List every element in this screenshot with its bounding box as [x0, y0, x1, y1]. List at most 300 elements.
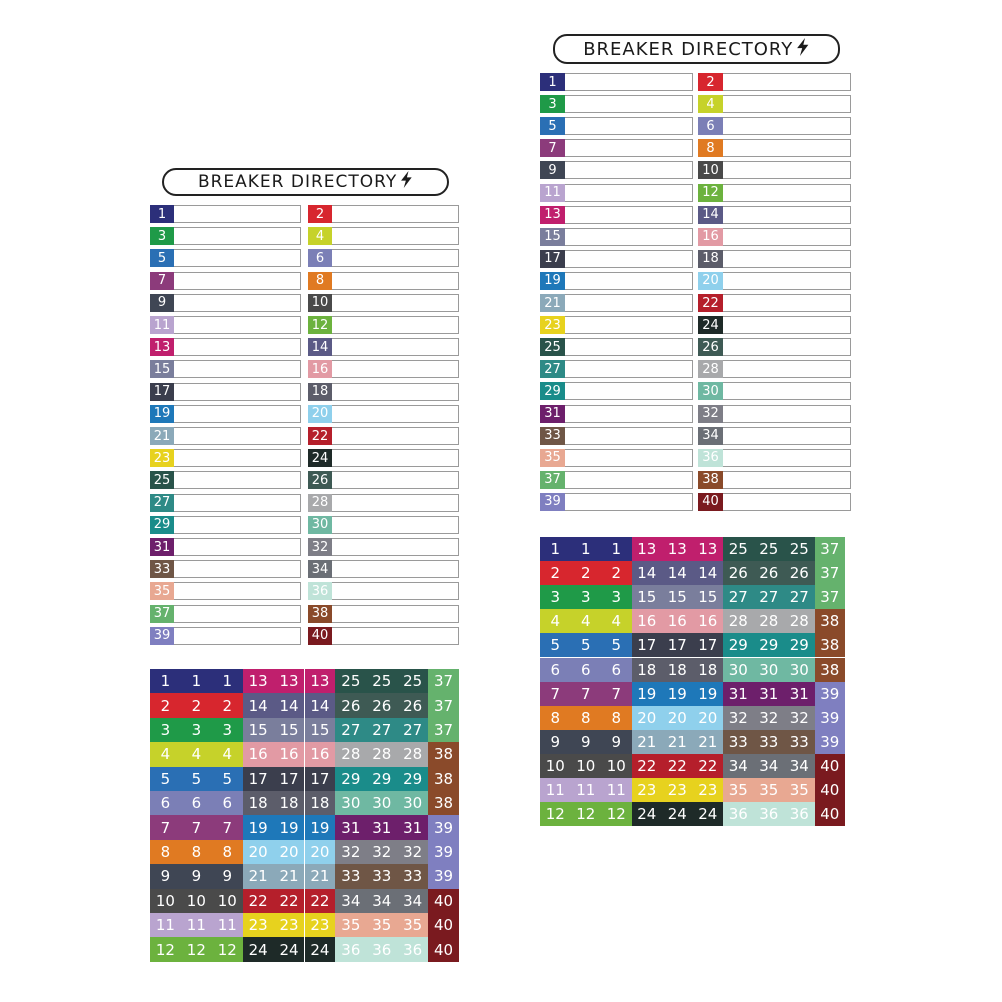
circuit-write-in-field[interactable] [723, 493, 851, 511]
sticker-33: 33 [723, 730, 754, 754]
directory-row-20 [308, 405, 459, 423]
sticker-11: 11 [181, 913, 212, 937]
directory-row-34 [698, 427, 851, 445]
directory-row-32 [308, 538, 459, 556]
circuit-number-label: 25 [150, 471, 174, 489]
sticker-27: 27 [366, 718, 397, 742]
sticker-11: 11 [601, 778, 632, 802]
circuit-write-in-field[interactable] [723, 117, 851, 135]
sticker-20: 20 [243, 840, 274, 864]
sticker-12: 12 [571, 802, 602, 826]
circuit-write-in-field[interactable] [174, 249, 301, 267]
sticker-33: 33 [784, 730, 815, 754]
sticker-37: 37 [428, 718, 459, 742]
circuit-write-in-field[interactable] [332, 560, 459, 578]
sticker-1: 1 [181, 669, 212, 693]
circuit-write-in-field[interactable] [332, 316, 459, 334]
directory-row-1 [540, 73, 693, 91]
sticker-31: 31 [784, 682, 815, 706]
sticker-27: 27 [335, 718, 366, 742]
sticker-39: 39 [428, 864, 459, 888]
circuit-number-label: 31 [540, 405, 565, 423]
directory-row-31 [150, 538, 301, 556]
circuit-number-label: 5 [540, 117, 565, 135]
circuit-write-in-field[interactable] [565, 471, 693, 489]
circuit-number-label: 32 [308, 538, 332, 556]
sticker-2: 2 [150, 693, 181, 717]
sticker-32: 32 [366, 840, 397, 864]
circuit-write-in-field[interactable] [565, 449, 693, 467]
sticker-27: 27 [754, 585, 785, 609]
directory-row-11 [540, 184, 693, 202]
sticker-25: 25 [397, 669, 428, 693]
circuit-write-in-field[interactable] [174, 516, 301, 534]
circuit-write-in-field[interactable] [174, 560, 301, 578]
sticker-9: 9 [571, 730, 602, 754]
circuit-write-in-field[interactable] [723, 184, 851, 202]
sticker-6: 6 [150, 791, 181, 815]
sticker-5: 5 [212, 767, 243, 791]
sticker-5: 5 [181, 767, 212, 791]
circuit-number-label: 38 [308, 605, 332, 623]
circuit-write-in-field[interactable] [332, 383, 459, 401]
sticker-28: 28 [366, 742, 397, 766]
circuit-write-in-field[interactable] [565, 184, 693, 202]
sticker-25: 25 [335, 669, 366, 693]
sticker-21: 21 [243, 864, 274, 888]
sticker-31: 31 [754, 682, 785, 706]
directory-row-25 [540, 338, 693, 356]
directory-row-16 [308, 360, 459, 378]
circuit-write-in-field[interactable] [723, 338, 851, 356]
sticker-16: 16 [243, 742, 274, 766]
directory-row-14 [308, 338, 459, 356]
circuit-write-in-field[interactable] [174, 338, 301, 356]
sticker-36: 36 [335, 937, 366, 961]
circuit-number-label: 24 [308, 449, 332, 467]
circuit-write-in-field[interactable] [565, 250, 693, 268]
sticker-12: 12 [181, 937, 212, 961]
directory-row-2 [698, 73, 851, 91]
circuit-write-in-field[interactable] [565, 294, 693, 312]
sticker-19: 19 [693, 682, 724, 706]
sticker-34: 34 [397, 889, 428, 913]
circuit-write-in-field[interactable] [174, 272, 301, 290]
sticker-23: 23 [243, 913, 274, 937]
sticker-20: 20 [662, 706, 693, 730]
sticker-4: 4 [212, 742, 243, 766]
sticker-40: 40 [428, 889, 459, 913]
sticker-40: 40 [428, 937, 459, 961]
sticker-1: 1 [540, 537, 571, 561]
circuit-number-label: 9 [150, 294, 174, 312]
sticker-8: 8 [212, 840, 243, 864]
sticker-27: 27 [784, 585, 815, 609]
sticker-27: 27 [397, 718, 428, 742]
circuit-write-in-field[interactable] [565, 272, 693, 290]
sticker-9: 9 [540, 730, 571, 754]
circuit-write-in-field[interactable] [332, 405, 459, 423]
sticker-19: 19 [305, 815, 336, 839]
sticker-1: 1 [150, 669, 181, 693]
sticker-30: 30 [784, 658, 815, 682]
circuit-write-in-field[interactable] [565, 117, 693, 135]
circuit-number-label: 35 [150, 582, 174, 600]
circuit-write-in-field[interactable] [332, 538, 459, 556]
sticker-23: 23 [693, 778, 724, 802]
directory-row-39 [150, 627, 301, 645]
circuit-write-in-field[interactable] [565, 316, 693, 334]
sticker-34: 34 [366, 889, 397, 913]
directory-row-7 [540, 139, 693, 157]
circuit-write-in-field[interactable] [174, 205, 301, 223]
sticker-19: 19 [632, 682, 663, 706]
sticker-23: 23 [662, 778, 693, 802]
sticker-15: 15 [305, 718, 336, 742]
circuit-number-label: 36 [308, 582, 332, 600]
sticker-31: 31 [397, 815, 428, 839]
directory-row-13 [540, 206, 693, 224]
sticker-35: 35 [784, 778, 815, 802]
circuit-write-in-field[interactable] [174, 494, 301, 512]
sticker-21: 21 [274, 864, 305, 888]
sticker-8: 8 [601, 706, 632, 730]
lightning-bolt-icon [400, 171, 413, 193]
circuit-write-in-field[interactable] [332, 205, 459, 223]
sticker-36: 36 [397, 937, 428, 961]
sticker-21: 21 [693, 730, 724, 754]
sticker-14: 14 [243, 693, 274, 717]
sticker-26: 26 [784, 561, 815, 585]
circuit-write-in-field[interactable] [565, 95, 693, 113]
sticker-9: 9 [181, 864, 212, 888]
circuit-write-in-field[interactable] [565, 139, 693, 157]
directory-row-28 [698, 360, 851, 378]
circuit-write-in-field[interactable] [174, 294, 301, 312]
sticker-32: 32 [784, 706, 815, 730]
sticker-22: 22 [243, 889, 274, 913]
sticker-24: 24 [243, 937, 274, 961]
circuit-number-label: 21 [150, 427, 174, 445]
directory-row-5 [150, 249, 301, 267]
sticker-21: 21 [305, 864, 336, 888]
sticker-32: 32 [335, 840, 366, 864]
circuit-number-label: 31 [150, 538, 174, 556]
sticker-35: 35 [335, 913, 366, 937]
sticker-30: 30 [397, 791, 428, 815]
sticker-3: 3 [601, 585, 632, 609]
circuit-write-in-field[interactable] [332, 627, 459, 645]
sticker-10: 10 [540, 754, 571, 778]
sticker-17: 17 [662, 633, 693, 657]
sticker-22: 22 [274, 889, 305, 913]
directory-row-3 [540, 95, 693, 113]
directory-row-29 [540, 382, 693, 400]
directory-row-4 [698, 95, 851, 113]
circuit-write-in-field[interactable] [332, 494, 459, 512]
directory-row-8 [308, 272, 459, 290]
directory-row-30 [308, 516, 459, 534]
circuit-write-in-field[interactable] [723, 316, 851, 334]
directory-row-38 [308, 605, 459, 623]
circuit-number-label: 10 [698, 161, 723, 179]
sticker-sheet-left [150, 669, 459, 962]
circuit-number-label: 30 [308, 516, 332, 534]
sticker-1: 1 [571, 537, 602, 561]
circuit-write-in-field[interactable] [174, 627, 301, 645]
circuit-number-label: 18 [698, 250, 723, 268]
circuit-number-label: 1 [540, 73, 565, 91]
sticker-8: 8 [150, 840, 181, 864]
sticker-7: 7 [571, 682, 602, 706]
circuit-number-label: 28 [698, 360, 723, 378]
sticker-39: 39 [815, 706, 846, 730]
circuit-write-in-field[interactable] [332, 227, 459, 245]
sticker-14: 14 [632, 561, 663, 585]
circuit-write-in-field[interactable] [723, 427, 851, 445]
directory-row-13 [150, 338, 301, 356]
circuit-write-in-field[interactable] [565, 382, 693, 400]
circuit-write-in-field[interactable] [565, 360, 693, 378]
directory-row-19 [540, 272, 693, 290]
sticker-33: 33 [366, 864, 397, 888]
circuit-write-in-field[interactable] [332, 471, 459, 489]
circuit-number-label: 39 [540, 493, 565, 511]
sticker-3: 3 [150, 718, 181, 742]
sticker-6: 6 [181, 791, 212, 815]
sticker-39: 39 [815, 682, 846, 706]
circuit-number-label: 16 [308, 360, 332, 378]
sticker-4: 4 [540, 609, 571, 633]
sticker-25: 25 [366, 669, 397, 693]
circuit-number-label: 30 [698, 382, 723, 400]
sticker-24: 24 [274, 937, 305, 961]
directory-row-10 [698, 161, 851, 179]
sticker-14: 14 [305, 693, 336, 717]
sticker-31: 31 [366, 815, 397, 839]
circuit-write-in-field[interactable] [332, 605, 459, 623]
sticker-6: 6 [571, 658, 602, 682]
sticker-37: 37 [428, 669, 459, 693]
sticker-17: 17 [305, 767, 336, 791]
circuit-write-in-field[interactable] [332, 249, 459, 267]
sticker-28: 28 [754, 609, 785, 633]
circuit-write-in-field[interactable] [332, 582, 459, 600]
circuit-write-in-field[interactable] [332, 294, 459, 312]
sticker-27: 27 [723, 585, 754, 609]
sticker-38: 38 [428, 767, 459, 791]
circuit-write-in-field[interactable] [723, 360, 851, 378]
circuit-write-in-field[interactable] [174, 360, 301, 378]
circuit-write-in-field[interactable] [723, 382, 851, 400]
circuit-write-in-field[interactable] [174, 449, 301, 467]
circuit-number-label: 24 [698, 316, 723, 334]
sticker-28: 28 [397, 742, 428, 766]
directory-row-17 [540, 250, 693, 268]
circuit-write-in-field[interactable] [174, 383, 301, 401]
sticker-29: 29 [784, 633, 815, 657]
circuit-write-in-field[interactable] [565, 427, 693, 445]
sticker-16: 16 [274, 742, 305, 766]
sticker-32: 32 [397, 840, 428, 864]
circuit-write-in-field[interactable] [174, 538, 301, 556]
directory-row-15 [540, 228, 693, 246]
sticker-11: 11 [571, 778, 602, 802]
sticker-15: 15 [662, 585, 693, 609]
sticker-8: 8 [181, 840, 212, 864]
circuit-write-in-field[interactable] [723, 471, 851, 489]
circuit-write-in-field[interactable] [723, 228, 851, 246]
circuit-write-in-field[interactable] [723, 294, 851, 312]
sticker-15: 15 [693, 585, 724, 609]
directory-row-32 [698, 405, 851, 423]
circuit-write-in-field[interactable] [174, 427, 301, 445]
sticker-31: 31 [723, 682, 754, 706]
directory-row-19 [150, 405, 301, 423]
sticker-38: 38 [815, 658, 846, 682]
circuit-write-in-field[interactable] [723, 272, 851, 290]
circuit-write-in-field[interactable] [174, 405, 301, 423]
sticker-14: 14 [693, 561, 724, 585]
sticker-29: 29 [335, 767, 366, 791]
directory-row-40 [308, 627, 459, 645]
sticker-7: 7 [212, 815, 243, 839]
sticker-10: 10 [181, 889, 212, 913]
sticker-9: 9 [212, 864, 243, 888]
directory-row-36 [698, 449, 851, 467]
circuit-write-in-field[interactable] [723, 405, 851, 423]
sticker-37: 37 [428, 693, 459, 717]
sticker-5: 5 [601, 633, 632, 657]
lightning-bolt-icon [796, 38, 810, 61]
sticker-28: 28 [723, 609, 754, 633]
sticker-22: 22 [693, 754, 724, 778]
directory-row-23 [150, 449, 301, 467]
sticker-5: 5 [150, 767, 181, 791]
circuit-write-in-field[interactable] [565, 405, 693, 423]
circuit-write-in-field[interactable] [565, 161, 693, 179]
directory-row-24 [698, 316, 851, 334]
circuit-write-in-field[interactable] [174, 582, 301, 600]
directory-row-27 [540, 360, 693, 378]
circuit-number-label: 2 [698, 73, 723, 91]
sticker-19: 19 [662, 682, 693, 706]
circuit-write-in-field[interactable] [174, 316, 301, 334]
directory-row-23 [540, 316, 693, 334]
sticker-3: 3 [571, 585, 602, 609]
circuit-write-in-field[interactable] [723, 95, 851, 113]
sticker-16: 16 [305, 742, 336, 766]
sticker-25: 25 [723, 537, 754, 561]
circuit-write-in-field[interactable] [174, 227, 301, 245]
circuit-number-label: 7 [150, 272, 174, 290]
sticker-3: 3 [540, 585, 571, 609]
circuit-number-label: 20 [698, 272, 723, 290]
sticker-39: 39 [815, 730, 846, 754]
circuit-write-in-field[interactable] [723, 250, 851, 268]
sticker-25: 25 [784, 537, 815, 561]
circuit-number-label: 19 [150, 405, 174, 423]
directory-row-37 [150, 605, 301, 623]
sticker-40: 40 [815, 802, 846, 826]
sticker-7: 7 [601, 682, 632, 706]
sticker-9: 9 [601, 730, 632, 754]
sticker-38: 38 [815, 609, 846, 633]
sticker-30: 30 [366, 791, 397, 815]
sticker-25: 25 [754, 537, 785, 561]
circuit-write-in-field[interactable] [332, 516, 459, 534]
sticker-11: 11 [150, 913, 181, 937]
breaker-directory-large [530, 28, 860, 518]
circuit-write-in-field[interactable] [565, 73, 693, 91]
circuit-number-label: 9 [540, 161, 565, 179]
circuit-number-label: 34 [698, 427, 723, 445]
sticker-11: 11 [540, 778, 571, 802]
sticker-13: 13 [662, 537, 693, 561]
sticker-26: 26 [397, 693, 428, 717]
circuit-write-in-field[interactable] [332, 449, 459, 467]
sticker-3: 3 [181, 718, 212, 742]
directory-row-17 [150, 383, 301, 401]
sticker-40: 40 [428, 913, 459, 937]
circuit-number-label: 15 [150, 360, 174, 378]
sticker-24: 24 [693, 802, 724, 826]
directory-row-38 [698, 471, 851, 489]
sticker-32: 32 [754, 706, 785, 730]
circuit-write-in-field[interactable] [565, 228, 693, 246]
sticker-16: 16 [632, 609, 663, 633]
sticker-15: 15 [243, 718, 274, 742]
circuit-write-in-field[interactable] [565, 338, 693, 356]
sticker-24: 24 [662, 802, 693, 826]
circuit-write-in-field[interactable] [723, 206, 851, 224]
directory-row-18 [308, 383, 459, 401]
sticker-7: 7 [540, 682, 571, 706]
sticker-29: 29 [397, 767, 428, 791]
sticker-14: 14 [274, 693, 305, 717]
circuit-write-in-field[interactable] [565, 493, 693, 511]
circuit-write-in-field[interactable] [332, 360, 459, 378]
circuit-number-label: 3 [150, 227, 174, 245]
directory-row-11 [150, 316, 301, 334]
sticker-26: 26 [723, 561, 754, 585]
circuit-write-in-field[interactable] [332, 272, 459, 290]
sticker-17: 17 [243, 767, 274, 791]
circuit-number-label: 37 [150, 605, 174, 623]
sticker-33: 33 [335, 864, 366, 888]
circuit-write-in-field[interactable] [332, 338, 459, 356]
circuit-write-in-field[interactable] [174, 605, 301, 623]
circuit-number-label: 12 [308, 316, 332, 334]
circuit-number-label: 19 [540, 272, 565, 290]
sticker-36: 36 [723, 802, 754, 826]
sticker-30: 30 [723, 658, 754, 682]
circuit-write-in-field[interactable] [723, 161, 851, 179]
circuit-write-in-field[interactable] [723, 139, 851, 157]
sticker-8: 8 [540, 706, 571, 730]
circuit-write-in-field[interactable] [723, 449, 851, 467]
circuit-write-in-field[interactable] [565, 206, 693, 224]
sticker-19: 19 [243, 815, 274, 839]
sticker-10: 10 [601, 754, 632, 778]
circuit-number-label: 40 [698, 493, 723, 511]
circuit-write-in-field[interactable] [332, 427, 459, 445]
circuit-write-in-field[interactable] [723, 73, 851, 91]
sticker-2: 2 [181, 693, 212, 717]
breaker-directory-small [140, 158, 466, 654]
circuit-number-label: 16 [698, 228, 723, 246]
circuit-write-in-field[interactable] [174, 471, 301, 489]
